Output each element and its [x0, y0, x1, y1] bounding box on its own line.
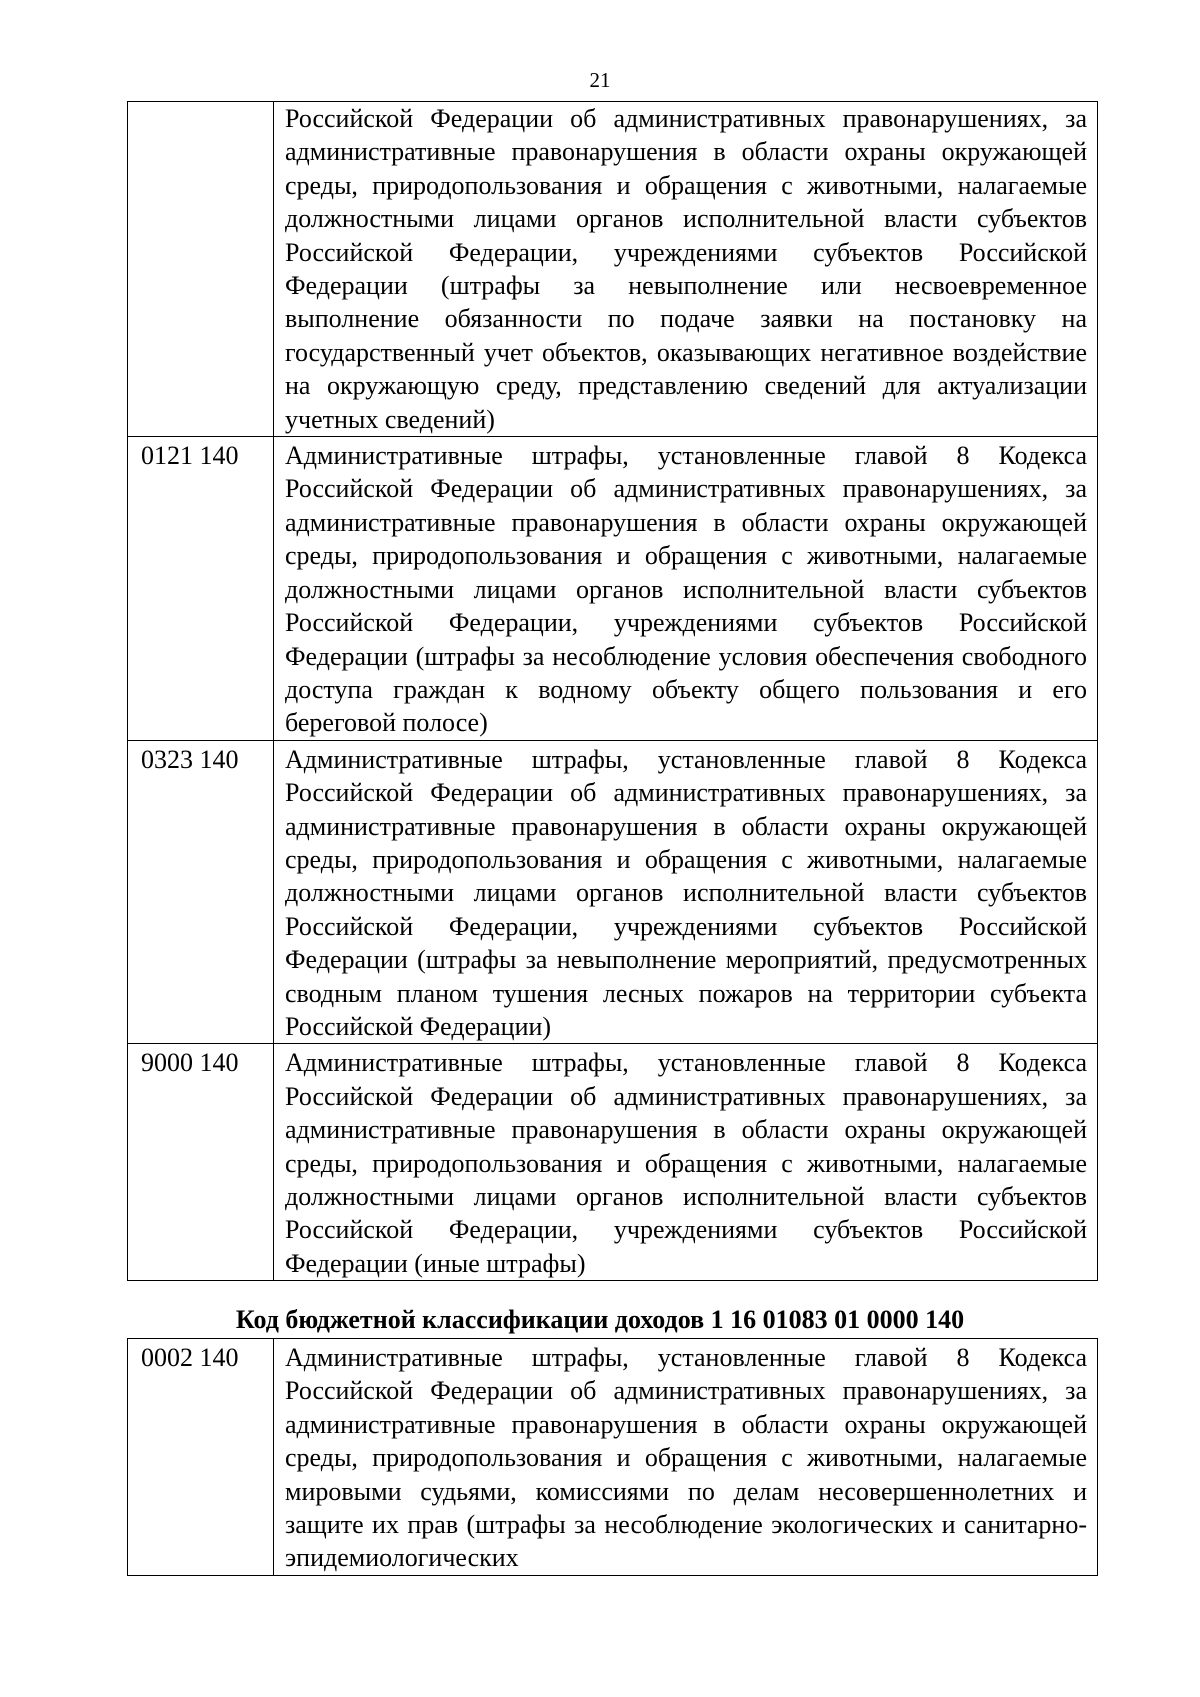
code-cell: 0121 140 [128, 437, 274, 741]
description-cell: Административные штрафы, установленные главой 8 Кодекса Российской Федерации об административных правонарушениях, за административные правонарушения в области охраны окружающей среды, природопользования и обращения с животными, налагаемые должностными лицами органов исполнительной власти субъектов Российской Федерации, учреждениями субъектов Российской Федерации (штрафы за невыполнение мероприятий, предусмотренных сводным планом тушения лесных пожаров на территории субъекта Российской Федерации) [274, 740, 1098, 1044]
description-cell: Российской Федерации об административных правонарушениях, за административные правонарушения в области охраны окружающей среды, природопользования и обращения с животными, налагаемые должностными лицами органов исполнительной власти субъектов Российской Федерации, учреждениями субъектов Российской Федерации (штрафы за невыполнение или несвоевременное выполнение обязанности по подаче заявки на постановку на государственный учет объектов, оказывающих негативное воздействие на окружающую среду, представлению сведений для актуализации учетных сведений) [274, 102, 1098, 437]
table-row [128, 740, 1098, 1044]
table-row [128, 1339, 1098, 1576]
code-cell: 0002 140 [128, 1339, 274, 1576]
page-number: 21 [589, 68, 611, 92]
table-row [128, 437, 1098, 741]
table-row [128, 102, 1098, 437]
code-cell: 9000 140 [128, 1044, 274, 1281]
revenue-codes-table [127, 101, 1098, 1281]
description-cell: Административные штрафы, установленные главой 8 Кодекса Российской Федерации об административных правонарушениях, за административные правонарушения в области охраны окружающей среды, природопользования и обращения с животными, налагаемые мировыми судьями, комиссиями по делам несовершеннолетних и защите их прав (штрафы за несоблюдение экологических и санитарно-эпидемиологических [274, 1339, 1098, 1576]
code-cell: 0323 140 [128, 740, 274, 1044]
description-cell: Административные штрафы, установленные главой 8 Кодекса Российской Федерации об административных правонарушениях, за административные правонарушения в области охраны окружающей среды, природопользования и обращения с животными, налагаемые должностными лицами органов исполнительной власти субъектов Российской Федерации, учреждениями субъектов Российской Федерации (штрафы за несоблюдение условия обеспечения свободного доступа граждан к водному объекту общего пользования и его береговой полосе) [274, 437, 1098, 741]
table-row [128, 1044, 1098, 1281]
code-cell [128, 102, 274, 437]
revenue-codes-table-continued [127, 1338, 1098, 1576]
description-cell: Административные штрафы, установленные главой 8 Кодекса Российской Федерации об административных правонарушениях, за административные правонарушения в области охраны окружающей среды, природопользования и обращения с животными, налагаемые должностными лицами органов исполнительной власти субъектов Российской Федерации, учреждениями субъектов Российской Федерации (иные штрафы) [274, 1044, 1098, 1281]
section-heading: Код бюджетной классификации доходов 1 16 01083 01 0000 140 [235, 1305, 965, 1334]
